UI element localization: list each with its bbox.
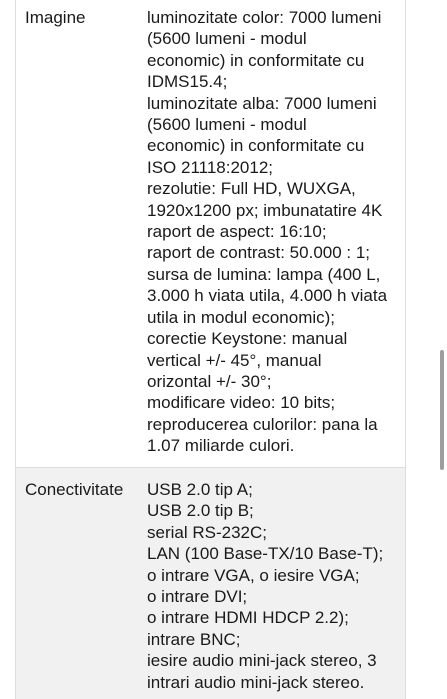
spec-line: economic) in conformitate cu bbox=[147, 136, 365, 156]
spec-line: economic) in conformitate cu bbox=[147, 50, 365, 70]
spec-line: 1920x1200 px; imbunatatire 4K bbox=[147, 200, 383, 220]
spec-line: (5600 lumeni - modul bbox=[147, 29, 307, 49]
spec-line: LAN (100 Base-TX/10 Base-T); bbox=[147, 544, 384, 564]
spec-line: intrare BNC; bbox=[147, 629, 241, 649]
spec-line: modificare video: 10 bits; bbox=[147, 393, 336, 413]
spec-line: serial RS-232C; bbox=[147, 522, 267, 542]
spec-line: corectie Keystone: manual bbox=[147, 329, 348, 349]
spec-line: raport de aspect: 16:10; bbox=[147, 222, 327, 242]
spec-row-imagine bbox=[16, 0, 405, 467]
spec-row-conectivitate bbox=[16, 467, 405, 699]
spec-label-imagine: Imagine bbox=[25, 8, 86, 27]
spec-label-conectivitate: Conectivitate bbox=[25, 480, 124, 499]
spec-line: sursa de lumina: lampa (400 L, bbox=[147, 264, 381, 284]
spec-line: ISO 21118:2012; bbox=[147, 157, 274, 177]
spec-line: 1.07 miliarde culori. bbox=[147, 436, 295, 456]
spec-line: orizontal +/- 30°; bbox=[147, 371, 272, 391]
spec-line: o intrare DVI; bbox=[147, 587, 248, 607]
spec-line: vertical +/- 45°, manual bbox=[147, 350, 322, 370]
spec-line: luminozitate color: 7000 lumeni bbox=[147, 8, 382, 27]
spec-line: (5600 lumeni - modul bbox=[147, 115, 307, 135]
spec-line: o intrare VGA, o iesire VGA; bbox=[147, 565, 360, 585]
spec-line: intrari audio mini-jack stereo. bbox=[147, 672, 365, 692]
spec-line: iesire audio mini-jack stereo, 3 bbox=[147, 651, 377, 671]
spec-line: o intrare HDMI HDCP 2.2); bbox=[147, 608, 349, 628]
spec-line: USB 2.0 tip A; bbox=[147, 480, 253, 499]
spec-line: luminozitate alba: 7000 lumeni bbox=[147, 93, 377, 113]
spec-line: rezolutie: Full HD, WUXGA, bbox=[147, 179, 356, 199]
scrollbar-thumb[interactable] bbox=[440, 350, 444, 470]
spec-line: USB 2.0 tip B; bbox=[147, 501, 254, 521]
spec-line: reproducerea culorilor: pana la bbox=[147, 414, 378, 434]
spec-value-imagine bbox=[147, 7, 405, 457]
spec-value-conectivitate bbox=[147, 479, 405, 693]
spec-line: raport de contrast: 50.000 : 1; bbox=[147, 243, 371, 263]
scrollbar[interactable] bbox=[439, 0, 447, 699]
spec-line: 3.000 h viata utila, 4.000 h viata bbox=[147, 286, 388, 306]
spec-line: utila in modul economic); bbox=[147, 307, 336, 327]
spec-table bbox=[15, 0, 406, 699]
spec-line: IDMS15.4; bbox=[147, 72, 228, 92]
